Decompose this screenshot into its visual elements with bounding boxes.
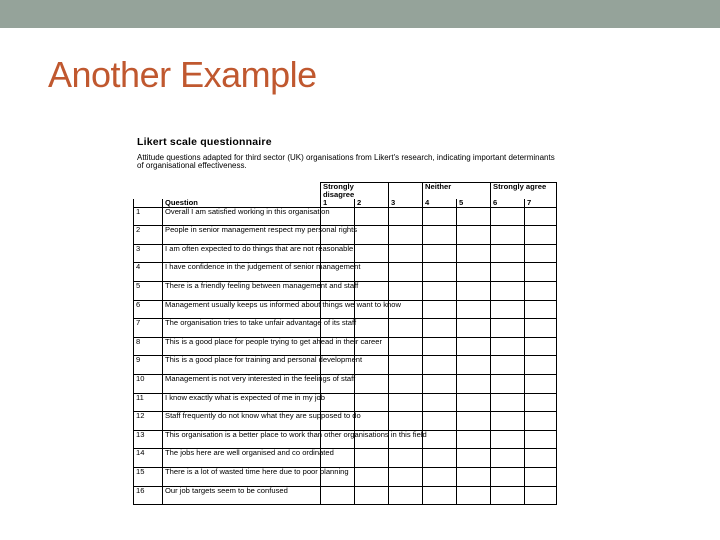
rating-cell xyxy=(491,337,525,356)
question-number: 1 xyxy=(134,207,163,226)
rating-cell xyxy=(457,467,491,486)
rating-cell xyxy=(525,319,557,338)
rating-cell xyxy=(491,356,525,375)
question-text: This is a good place for training and personal development xyxy=(163,356,321,375)
rating-cell xyxy=(457,374,491,393)
rating-cell xyxy=(491,207,525,226)
rating-cell xyxy=(457,300,491,319)
question-row xyxy=(134,300,557,319)
rating-cell xyxy=(525,244,557,263)
rating-cell xyxy=(389,393,423,412)
rating-cell xyxy=(389,356,423,375)
rating-cell xyxy=(355,244,389,263)
rating-cell xyxy=(525,281,557,300)
rating-cell xyxy=(525,449,557,468)
rating-cell xyxy=(491,486,525,505)
rating-cell xyxy=(355,281,389,300)
rating-cell xyxy=(423,430,457,449)
questionnaire-image xyxy=(133,136,559,495)
question-text: This is a good place for people trying to get ahead in their career xyxy=(163,337,321,356)
rating-cell xyxy=(423,281,457,300)
rating-cell xyxy=(355,226,389,245)
likert-table xyxy=(133,182,557,505)
rating-cell xyxy=(491,412,525,431)
scale-point-header: 7 xyxy=(525,199,557,208)
question-row xyxy=(134,412,557,431)
rating-cell xyxy=(457,281,491,300)
rating-cell xyxy=(389,374,423,393)
question-number: 16 xyxy=(134,486,163,505)
top-accent-bar xyxy=(0,0,720,28)
rating-cell xyxy=(423,393,457,412)
rating-cell xyxy=(423,337,457,356)
question-text: Overall I am satisfied working in this organisation xyxy=(163,207,321,226)
question-row xyxy=(134,281,557,300)
rating-cell xyxy=(525,393,557,412)
rating-cell xyxy=(457,337,491,356)
question-row xyxy=(134,467,557,486)
scale-group-strongly-agree: Strongly agree xyxy=(491,183,557,199)
question-number: 13 xyxy=(134,430,163,449)
question-row xyxy=(134,356,557,375)
question-number: 6 xyxy=(134,300,163,319)
rating-cell xyxy=(491,430,525,449)
rating-cell xyxy=(525,207,557,226)
question-text: I have confidence in the judgement of senior management xyxy=(163,263,321,282)
rating-cell xyxy=(491,300,525,319)
question-text: Our job targets seem to be confused xyxy=(163,486,321,505)
rating-cell xyxy=(321,393,355,412)
rating-cell xyxy=(355,207,389,226)
rating-cell xyxy=(457,393,491,412)
question-number: 8 xyxy=(134,337,163,356)
question-text: There is a friendly feeling between management and staff xyxy=(163,281,321,300)
question-number: 5 xyxy=(134,281,163,300)
rating-cell xyxy=(525,337,557,356)
rating-cell xyxy=(525,374,557,393)
rating-cell xyxy=(525,467,557,486)
question-text: I am often expected to do things that are not reasonable xyxy=(163,244,321,263)
rating-cell xyxy=(457,486,491,505)
scale-point-header: 6 xyxy=(491,199,525,208)
questionnaire-heading: Likert scale questionnaire xyxy=(137,136,272,148)
rating-cell xyxy=(457,412,491,431)
rating-cell xyxy=(423,486,457,505)
rating-cell xyxy=(525,300,557,319)
question-row xyxy=(134,319,557,338)
question-text: Management is not very interested in the feelings of staff xyxy=(163,374,321,393)
rating-cell xyxy=(525,263,557,282)
rating-cell xyxy=(525,412,557,431)
rating-cell xyxy=(389,263,423,282)
rating-cell xyxy=(389,207,423,226)
question-number: 7 xyxy=(134,319,163,338)
questionnaire-description: Attitude questions adapted for third sector (UK) organisations from Likert's research, indicating important determinants of organisational effectiveness. xyxy=(137,153,555,170)
question-row xyxy=(134,486,557,505)
rating-cell xyxy=(491,449,525,468)
rating-cell xyxy=(423,319,457,338)
scale-point-header: 3 xyxy=(389,199,423,208)
rating-cell xyxy=(525,226,557,245)
question-text: I know exactly what is expected of me in my job xyxy=(163,393,321,412)
rating-cell xyxy=(457,226,491,245)
rating-cell xyxy=(423,467,457,486)
rating-cell xyxy=(423,449,457,468)
question-text: This organisation is a better place to work than other organisations in this field xyxy=(163,430,321,449)
rating-cell xyxy=(355,449,389,468)
question-number: 15 xyxy=(134,467,163,486)
question-header: Question xyxy=(163,199,321,208)
rating-cell xyxy=(423,244,457,263)
question-text: Staff frequently do not know what they are supposed to do xyxy=(163,412,321,431)
scale-group-neither: Neither xyxy=(423,183,491,199)
rating-cell xyxy=(491,393,525,412)
question-number: 4 xyxy=(134,263,163,282)
rating-cell xyxy=(491,467,525,486)
rating-cell xyxy=(491,281,525,300)
question-row xyxy=(134,430,557,449)
rating-cell xyxy=(423,356,457,375)
rating-cell xyxy=(491,319,525,338)
question-number: 3 xyxy=(134,244,163,263)
rating-cell xyxy=(389,486,423,505)
rating-cell xyxy=(389,412,423,431)
rating-cell xyxy=(525,486,557,505)
rating-cell xyxy=(457,207,491,226)
column-header-row xyxy=(134,199,557,208)
scale-point-header: 4 xyxy=(423,199,457,208)
rating-cell xyxy=(525,356,557,375)
rating-cell xyxy=(355,374,389,393)
rating-cell xyxy=(355,319,389,338)
question-row xyxy=(134,374,557,393)
rating-cell xyxy=(423,374,457,393)
rating-cell xyxy=(423,412,457,431)
rating-cell xyxy=(525,430,557,449)
rating-cell xyxy=(423,207,457,226)
question-text: Management usually keeps us informed about things we want to know xyxy=(163,300,321,319)
question-row xyxy=(134,449,557,468)
rating-cell xyxy=(423,226,457,245)
rating-cell xyxy=(321,486,355,505)
rating-cell xyxy=(389,226,423,245)
rating-cell xyxy=(389,244,423,263)
question-number: 12 xyxy=(134,412,163,431)
question-row xyxy=(134,244,557,263)
question-row xyxy=(134,226,557,245)
scale-group-strongly-disagree: Strongly disagree xyxy=(321,183,389,199)
rating-cell xyxy=(491,244,525,263)
question-number: 10 xyxy=(134,374,163,393)
rating-cell xyxy=(355,393,389,412)
rating-cell xyxy=(491,374,525,393)
rating-cell xyxy=(457,356,491,375)
question-text: The organisation tries to take unfair advantage of its staff xyxy=(163,319,321,338)
rating-cell xyxy=(389,319,423,338)
question-row xyxy=(134,263,557,282)
scale-point-header: 2 xyxy=(355,199,389,208)
rating-cell xyxy=(389,281,423,300)
rating-cell xyxy=(457,244,491,263)
scale-point-header: 5 xyxy=(457,199,491,208)
question-text: The jobs here are well organised and co ordinated xyxy=(163,449,321,468)
slide-title: Another Example xyxy=(48,54,317,95)
question-number: 9 xyxy=(134,356,163,375)
rating-cell xyxy=(491,226,525,245)
question-number: 2 xyxy=(134,226,163,245)
rating-cell xyxy=(457,449,491,468)
scale-point-header: 1 xyxy=(321,199,355,208)
rating-cell xyxy=(355,467,389,486)
rating-cell xyxy=(355,486,389,505)
rating-cell xyxy=(457,263,491,282)
question-row xyxy=(134,393,557,412)
scale-group-header-row xyxy=(134,183,557,199)
rating-cell xyxy=(491,263,525,282)
rating-cell xyxy=(423,300,457,319)
question-number: 14 xyxy=(134,449,163,468)
question-row xyxy=(134,207,557,226)
question-text: There is a lot of wasted time here due to poor planning xyxy=(163,467,321,486)
rating-cell xyxy=(389,449,423,468)
rating-cell xyxy=(457,319,491,338)
rating-cell xyxy=(423,263,457,282)
rating-cell xyxy=(457,430,491,449)
question-text: People in senior management respect my personal rights xyxy=(163,226,321,245)
rating-cell xyxy=(389,467,423,486)
question-row xyxy=(134,337,557,356)
question-number: 11 xyxy=(134,393,163,412)
rating-cell xyxy=(389,337,423,356)
